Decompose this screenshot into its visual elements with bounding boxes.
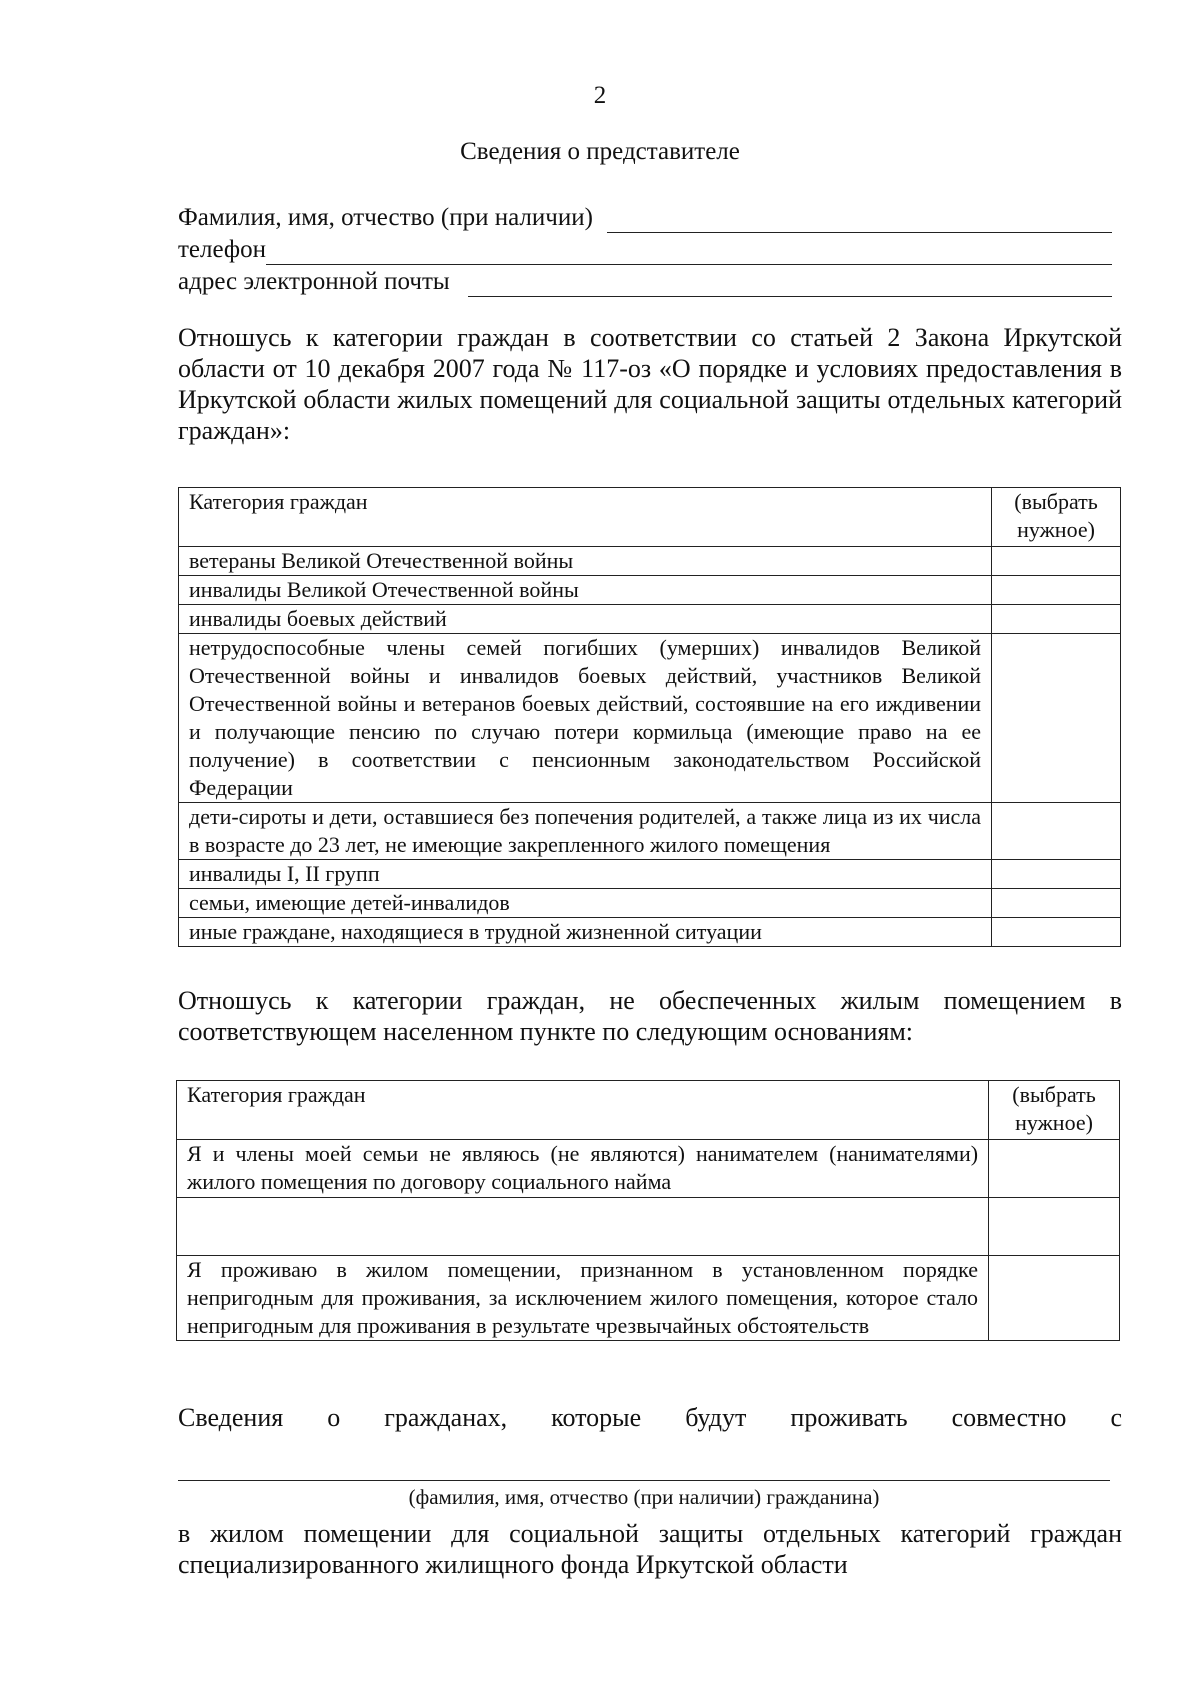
category-cell: инвалиды боевых действий [179,605,992,634]
page-number: 2 [593,82,607,109]
fio-input-line[interactable] [607,208,1112,233]
fio-field [178,203,1112,233]
choice-cell[interactable] [992,576,1121,605]
choice-cell[interactable] [992,634,1121,803]
section-title: Сведения о представителе [460,138,740,165]
table-header-row [177,1081,1120,1140]
table-header-row [179,488,1121,547]
category-cell: ветераны Великой Отечественной войны [179,547,992,576]
table-row [179,576,1121,605]
table-row [179,860,1121,889]
header-category: Категория граждан [179,488,992,547]
choice-cell[interactable] [992,889,1121,918]
table-row [179,889,1121,918]
category-cell [177,1198,989,1256]
choice-cell[interactable] [992,918,1121,947]
choice-cell[interactable] [992,547,1121,576]
category-cell: инвалиды I, II групп [179,860,992,889]
phone-field [178,235,1112,265]
table-row [177,1198,1120,1256]
fio-label: Фамилия, имя, отчество (при наличии) [178,204,593,231]
category-intro-paragraph: Отношусь к категории граждан в соответствии со статьей 2 Закона Иркутской области от 10 декабря 2007 года № 117-оз «О порядке и условиях предоставления в Иркутской области жилых помещений для социальной защиты отдельных категорий граждан»: [178,323,1122,445]
table-row [179,634,1121,803]
category-cell: нетрудоспособные члены семей погибших (умерших) инвалидов Великой Отечественной войны и инвалидов боевых действий, участников Великой Отечественной войны и ветеранов боевых действий, состоявшие на его иждивении и получающие пенсию по случаю потери кормильца (имеющие право на ее получение) в соответствии с пенсионным законодательством Российской Федерации [179,634,992,803]
choice-cell[interactable] [989,1198,1120,1256]
header-choice: (выбрать нужное) [989,1081,1120,1140]
category-table [178,487,1121,947]
housing-table [176,1080,1120,1341]
cohabitant-name-line[interactable] [178,1480,1110,1481]
table-row [177,1256,1120,1341]
name-caption: (фамилия, имя, отчество (при наличии) гражданина) [408,1485,880,1509]
table-row [179,918,1121,947]
choice-cell[interactable] [992,803,1121,860]
housing-intro-paragraph: Отношусь к категории граждан, не обеспеченных жилым помещением в соответствующем населенном пункте по следующим основаниям: [178,986,1122,1046]
housing-fund-paragraph: в жилом помещении для социальной защиты отдельных категорий граждан специализированного жилищного фонда Иркутской области [178,1519,1122,1579]
table-row [177,1140,1120,1198]
category-cell: дети-сироты и дети, оставшиеся без попечения родителей, а также лица из их числа в возрасте до 23 лет, не имеющие закрепленного жилого помещения [179,803,992,860]
choice-cell[interactable] [992,605,1121,634]
category-cell: Я проживаю в жилом помещении, признанном в установленном порядке непригодным для проживания, за исключением жилого помещения, которое стало непригодным для проживания в результате чрезвычайных обстоятельств [177,1256,989,1341]
table-row [179,803,1121,860]
email-input-line[interactable] [468,272,1112,297]
phone-input-line[interactable] [266,240,1112,265]
category-cell: Я и члены моей семьи не являюсь (не являются) нанимателем (нанимателями) жилого помещения по договору социального найма [177,1140,989,1198]
email-field [178,267,1112,297]
category-cell: инвалиды Великой Отечественной войны [179,576,992,605]
choice-cell[interactable] [989,1256,1120,1341]
choice-cell[interactable] [989,1140,1120,1198]
phone-label: телефон [178,236,266,263]
table-row [179,605,1121,634]
choice-cell[interactable] [992,860,1121,889]
header-category: Категория граждан [177,1081,989,1140]
table-row [179,547,1121,576]
category-cell: семьи, имеющие детей-инвалидов [179,889,992,918]
cohabitants-paragraph: Сведения о гражданах, которые будут проживать совместно с [178,1403,1122,1432]
header-choice: (выбрать нужное) [992,488,1121,547]
email-label: адрес электронной почты [178,268,450,295]
category-cell: иные граждане, находящиеся в трудной жизненной ситуации [179,918,992,947]
